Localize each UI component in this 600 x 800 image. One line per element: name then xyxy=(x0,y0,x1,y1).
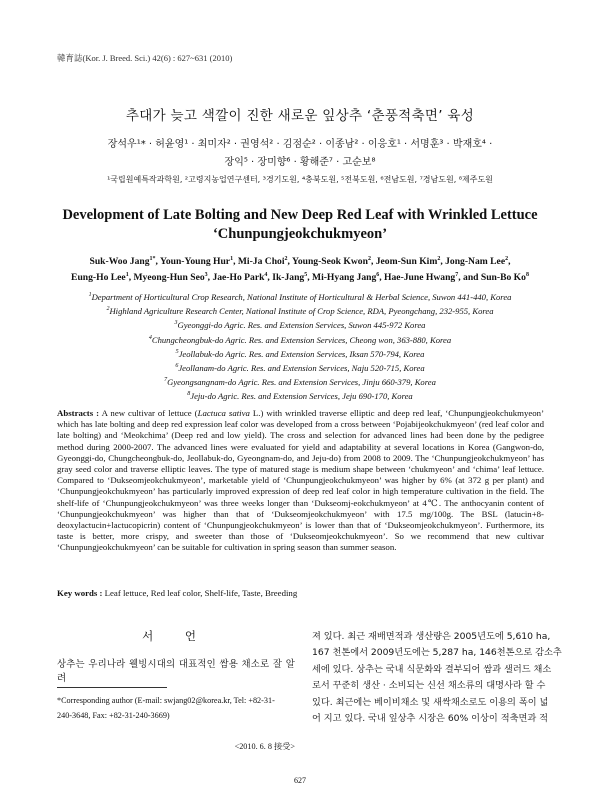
affiliation-line xyxy=(0,335,600,345)
introduction-line: 로서 꾸준히 생산 · 소비되는 신선 채소류의 대명사라 할 수 xyxy=(312,680,546,692)
author-name: Jeom-Sun Kim xyxy=(375,256,438,267)
affiliation-mark: 1 xyxy=(88,292,92,299)
affiliation-text: Jeollabuk-do Agric. Res. and Extension Services, Iksan 570-794, Korea xyxy=(178,348,425,359)
author-affiliation-mark: 1* xyxy=(149,255,156,262)
introduction-left-column: 상추는 우리나라 웰빙시대의 대표적인 쌈용 채소로 잘 알려 xyxy=(57,659,295,684)
author-affiliation-mark: 5 xyxy=(304,271,308,278)
author-affiliation-mark: 2 xyxy=(367,255,371,262)
affiliation-mark: 2 xyxy=(106,306,110,313)
affiliation-line xyxy=(0,306,600,316)
affiliation-mark: 4 xyxy=(148,334,152,341)
korean-affiliations: ¹국립원예특작과학원, ²고령지농업연구센터, ³경기도원, ⁴충북도원, ⁵전북도원, ⁶전남도원, ⁷경남도원, ⁸제주도원 xyxy=(107,175,493,184)
author-affiliation-mark: 1 xyxy=(125,271,129,278)
introduction-line: 세에 있다. 상추는 국내 식문화와 결부되어 쌈과 샐러드 채소 xyxy=(312,663,552,675)
affiliation-line xyxy=(0,320,600,330)
abstract-label: Abstracts : xyxy=(57,408,100,418)
author-name: Mi-Hyang Jang xyxy=(312,272,377,283)
abstract-text: A new cultivar of lettuce (Lactuca sativa L.) with wrinkled traverse elliptic and deep red leaf, ‘Chunpungjeokchukmyeon’ which has late bolting and deep red expression leaf color was developed from a cross between ‘Pojabijeokchukmyeon’ (red leaf color and late bolting) and ‘Meokchima’ (Deep red and low yield). The cross and selection for advanced lines had been done by the pedigree method during 2000-2007. The advanced lines were evaluated for yield and adaptability at several locations in Korea (Gangwon-do, Gyeonggi-do, Chungcheongbuk-do, Jeollabuk-do, Gyeongnam-do, and Jeju-do) from 2008 to 2009. The ‘Chunpungjeokchukmyeon’ has gray seed color and traverse elliptic leaves. The type of matured stage is medium shape between ‘chukmyeon’ and ‘chima’ leaf lettuce. Compared to ‘Dukseomjeokchukmyeon’, marketable yield of ‘Chunpungjeokchukmyeon’ was higher by 6% (at 372 g per plant) and ‘Chunpungjeokchukmyeon’ has particularly improved expression of deep red leaf color in high temperature cultivation in the field. The shelf-life of ‘Chunpungjeokchukmyeon’ was three weeks longer than ‘Dukseomj-eokchukmyeon’ at 4℃. The anthocyanin content of ‘Chunpungjeokchukmyeon’ was higher than that of ‘Dukseomjeokchukmyeon’ with 17.5 mg/100g. The BSL (latucin+8-deoxylactucin+lactucopicrin) content of ‘Chunpungjeokchukmyeon’ is lower than that of ‘Dukseomjeokchukmyeon’. Furthermore, its taste is better, more crispy, and sweeter than those of ‘Dukseomjeokchukmyeon’. So we recommend that new cultivar ‘Chunpungjeokchukmyeon’ can be suitable for cultivation in spring season than summer season. xyxy=(57,408,545,553)
author-affiliation-mark: 4 xyxy=(264,271,268,278)
introduction-line: 있다. 최근에는 베이비채소 및 새싹채소로도 이용의 폭이 넓 xyxy=(312,696,549,708)
affiliation-mark: 3 xyxy=(174,320,178,327)
affiliation-line xyxy=(0,377,600,387)
affiliation-mark: 5 xyxy=(175,348,179,355)
author-name: Jae-Ho Park xyxy=(212,272,265,283)
author-name: Sun-Bo Ko xyxy=(480,272,526,283)
corresponding-author-footnote xyxy=(57,693,295,723)
keywords-label: Key words : xyxy=(57,588,103,598)
footnote-line-2: 240-3648, Fax: +82-31-240-3669) xyxy=(57,711,170,720)
affiliation-text: Gyeongsangnam-do Agric. Res. and Extension Services, Jinju 660-379, Korea xyxy=(167,377,436,388)
author-name: Young-Seok Kwon xyxy=(291,256,368,267)
affiliation-line xyxy=(0,391,600,401)
affiliation-text: Highland Agriculture Research Center, National Institute of Crop Science, RDA, Pyeongchang, 232-955, Korea xyxy=(109,306,494,317)
korean-title: 추대가 늦고 색깔이 진한 새로운 잎상추 ‘춘풍적축면’ 육성 xyxy=(125,108,475,124)
author-name: Youn-Young Hur xyxy=(159,256,231,267)
author-affiliation-mark: 2 xyxy=(505,255,509,262)
affiliation-text: Department of Horticultural Crop Research, National Institute of Horticultural & Herbal Science, Suwon 441-440, Korea xyxy=(91,292,512,302)
affiliation-text: Chungcheongbuk-do Agric. Res. and Extension Services, Cheong won, 363-880, Korea xyxy=(151,334,452,345)
species-name: Lactuca sativa xyxy=(197,408,250,418)
author-name: Jong-Nam Lee xyxy=(445,256,506,267)
author-affiliation-mark: 1 xyxy=(230,255,234,262)
footnote-divider xyxy=(57,687,167,688)
author-name: Hae-June Hwang xyxy=(384,272,456,283)
author-name: Mi-Ja Choi xyxy=(237,256,285,267)
english-authors-line-2: Eung-Ho Lee$^1$, Myeong-Hun Seo$^3$, Jae-Ho Park$^4$, Ik-Jang$^5$, Mi-Hyang Jang$^6$, Hae-June Hwang$^7$, and Sun-Bo Ko$^8$ xyxy=(71,271,529,283)
affiliation-mark: 8 xyxy=(187,391,191,398)
affiliation-text: Jeollanam-do Agric. Res. and Extension Services, Naju 520-715, Korea xyxy=(178,363,425,373)
author-affiliation-mark: 8 xyxy=(525,271,529,278)
affiliation-text: Gyeonggi-do Agric. Res. and Extension Services, Suwon 445-972 Korea xyxy=(177,320,426,331)
introduction-line: 져 있다. 최근 재배면적과 생산량은 2005년도에 5,610 ha, xyxy=(312,631,551,642)
page-number: 627 xyxy=(294,776,306,785)
keywords xyxy=(57,588,297,598)
affiliation-line xyxy=(0,349,600,359)
introduction-right-column xyxy=(312,629,562,727)
author-affiliation-mark: 2 xyxy=(437,255,441,262)
journal-reference: 韓育誌(Kor. J. Breed. Sci.) 42(6) : 627~631 (2010) xyxy=(57,53,233,63)
introduction-line: 167 천톤에서 2009년도에는 5,287 ha, 146천톤으로 감소추 xyxy=(312,647,562,659)
affiliation-text: Jeju-do Agric. Res. and Extension Services, Jeju 690-170, Korea xyxy=(190,391,413,402)
author-name: Eung-Ho Lee xyxy=(71,272,126,283)
korean-authors-line-2: 장익⁵ · 장미향⁶ · 황해준⁷ · 고순보⁸ xyxy=(224,157,376,168)
author-name: Suk-Woo Jang xyxy=(89,256,150,267)
author-affiliation-mark: 2 xyxy=(284,255,288,262)
introduction-heading: 서 언 xyxy=(142,629,210,643)
korean-authors-line-1: 장석우¹* · 허윤영¹ · 최미자² · 권영석² · 김점순² · 이종남² · 이응호¹ · 서명훈³ · 박재호⁴ · xyxy=(107,139,493,150)
author-name: Myeong-Hun Seo xyxy=(133,272,205,283)
keywords-text: Leaf lettuce, Red leaf color, Shelf-life, Taste, Breeding xyxy=(104,588,298,598)
author-affiliation-mark: 3 xyxy=(204,271,208,278)
footnote-line-1: *Corresponding author (E-mail: swjang02@korea.kr, Tel: +82-31- xyxy=(57,696,275,705)
abstract xyxy=(57,408,544,554)
author-name: Ik-Jang xyxy=(272,272,305,283)
affiliation-line xyxy=(0,363,600,373)
affiliation-mark: 7 xyxy=(164,377,168,384)
author-affiliation-mark: 7 xyxy=(455,271,459,278)
english-authors-line-1: Suk-Woo Jang$^{1*}$, Youn-Young Hur$^1$, Mi-Ja Choi$^2$, Young-Seok Kwon$^2$, Jeom-Sun Kim$^2$, Jong-Nam Lee$^2$, xyxy=(89,255,511,267)
english-title-line-2: ‘Chunpungjeokchukmyeon’ xyxy=(212,226,388,242)
affiliation-mark: 6 xyxy=(175,363,179,370)
affiliation-line xyxy=(0,292,600,302)
english-title-line-1: Development of Late Bolting and New Deep Red Leaf with Wrinkled Lettuce xyxy=(62,207,538,223)
received-date: <2010. 6. 8 接受> xyxy=(234,742,295,751)
author-affiliation-mark: 6 xyxy=(376,271,380,278)
introduction-line: 어 지고 있다. 국내 잎상추 시장은 60% 이상이 적축면과 적 xyxy=(312,713,549,725)
